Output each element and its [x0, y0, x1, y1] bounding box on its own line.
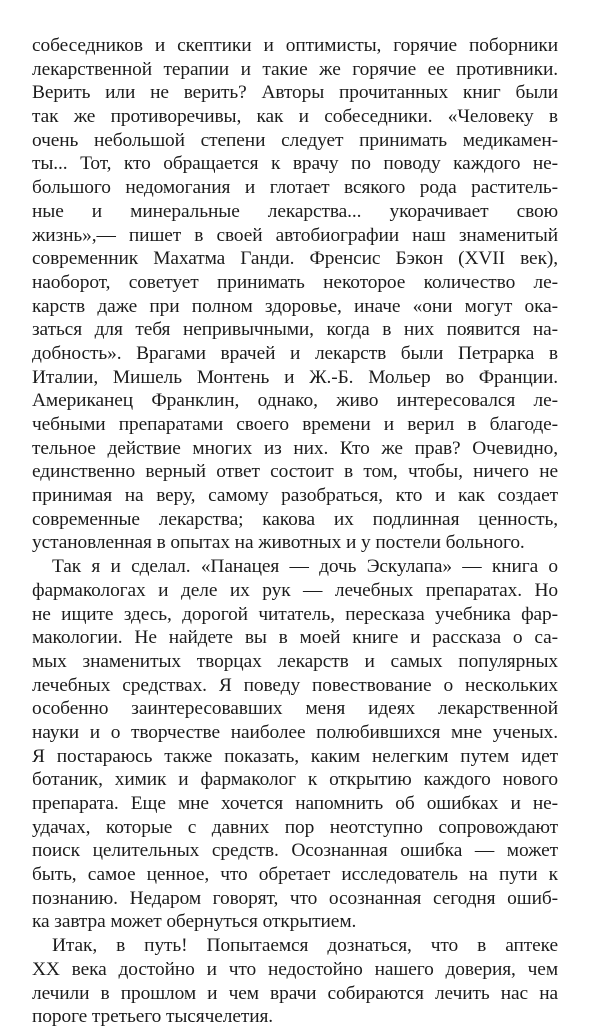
text-line: современные лекарства; какова их подлинная ценность,	[32, 508, 558, 530]
text-line: собеседников и скептики и оптимисты, горячие поборники	[32, 35, 558, 56]
text-line: Италии, Мишель Монтень и Ж.-Б. Мольер во Франции.	[32, 366, 558, 388]
paragraph-1	[32, 34, 558, 555]
text-line: лечили в прошлом и чем врачи собираются лечить нас на	[32, 982, 558, 1004]
text-line: не ищите здесь, дорогой читатель, пересказа учебника фар-	[32, 603, 558, 625]
text-line: Я постараюсь также показать, каким нелегким путем идет	[32, 745, 558, 767]
text-line: заться для тебя непривычными, когда в них появится на-	[32, 319, 558, 341]
text-line: ботаник, химик и фармаколог к открытию каждого нового	[32, 769, 558, 791]
text-line: препарата. Еще мне хочется напомнить об ошибках и не-	[32, 793, 558, 814]
text-line: принимая на веру, самому разобраться, кто и как создает	[32, 485, 558, 507]
text-line: Верить или не верить? Авторы прочитанных книг были	[32, 82, 558, 104]
text-line: пороге третьего тысячелетия.	[32, 1006, 274, 1028]
text-line: Так я и сделал. «Панацея — дочь Эскулапа» — книга о	[52, 556, 558, 578]
text-line: макологии. Не найдете вы в моей книге и рассказа о са-	[32, 627, 558, 649]
text-line: лечебных средствах. Я поведу повествование о нескольких	[32, 674, 558, 696]
text-line: очень небольшой степени следует принимать медикамен-	[32, 129, 558, 151]
text-line: ные и минеральные лекарства... укорачивает свою	[32, 200, 558, 222]
text-line: ка завтра может обернуться открытием.	[32, 911, 357, 933]
text-line: наоборот, советует принимать некоторое количество ле-	[32, 271, 558, 293]
document-page	[32, 34, 558, 1029]
text-line: Итак, в путь! Попытаемся дознаться, что в аптеке	[52, 935, 558, 957]
paragraph-2	[32, 555, 558, 934]
text-line: добность». Врагами врачей и лекарств были Петрарка в	[32, 342, 558, 364]
text-line: современник Махатма Ганди. Френсис Бэкон (XVII век),	[32, 248, 558, 270]
text-line: Американец Франклин, однако, живо интересовался ле-	[32, 390, 558, 412]
text-line: особенно заинтересовавших меня идеях лекарственной	[32, 698, 558, 720]
text-line: чебными препаратами своего времени и верил в благоде-	[32, 414, 558, 435]
text-line: быть, самое ценное, что обретает исследователь на пути к	[32, 864, 558, 886]
text-line: поиск целительных средств. Осознанная ошибка — может	[32, 840, 558, 862]
text-line: карств даже при полном здоровье, иначе «они могут ока-	[32, 295, 558, 317]
text-line: познанию. Недаром говорят, что осознанная сегодня ошиб-	[32, 887, 558, 909]
text-line: установленная в опытах на животных и у постели больного.	[32, 532, 525, 554]
text-line: ты... Тот, кто обращается к врачу по поводу каждого не-	[32, 153, 558, 175]
text-line: мых знаменитых творцах лекарств и самых популярных	[32, 650, 558, 672]
paragraph-3	[32, 934, 558, 1029]
text-line: XX века достойно и что недостойно нашего доверия, чем	[32, 958, 558, 980]
text-line: так же противоречивы, как и собеседники. «Человеку в	[32, 106, 558, 128]
text-line: науки и о творчестве наиболее полюбившихся мне ученых.	[32, 721, 558, 743]
text-line: удачах, которые с давних пор неотступно сопровождают	[32, 816, 558, 838]
text-line: единственно верный ответ состоит в том, чтобы, ничего не	[32, 461, 558, 483]
text-line: жизнь»,— пишет в своей автобиографии наш знаменитый	[32, 224, 558, 246]
text-line: тельное действие многих из них. Кто же прав? Очевидно,	[32, 437, 558, 459]
text-line: лекарственной терапии и такие же горячие ее противники.	[32, 58, 558, 80]
text-line: большого недомогания и глотает всякого рода раститель-	[32, 177, 558, 199]
text-line: фармакологах и деле их рук — лечебных препаратах. Но	[32, 579, 558, 601]
